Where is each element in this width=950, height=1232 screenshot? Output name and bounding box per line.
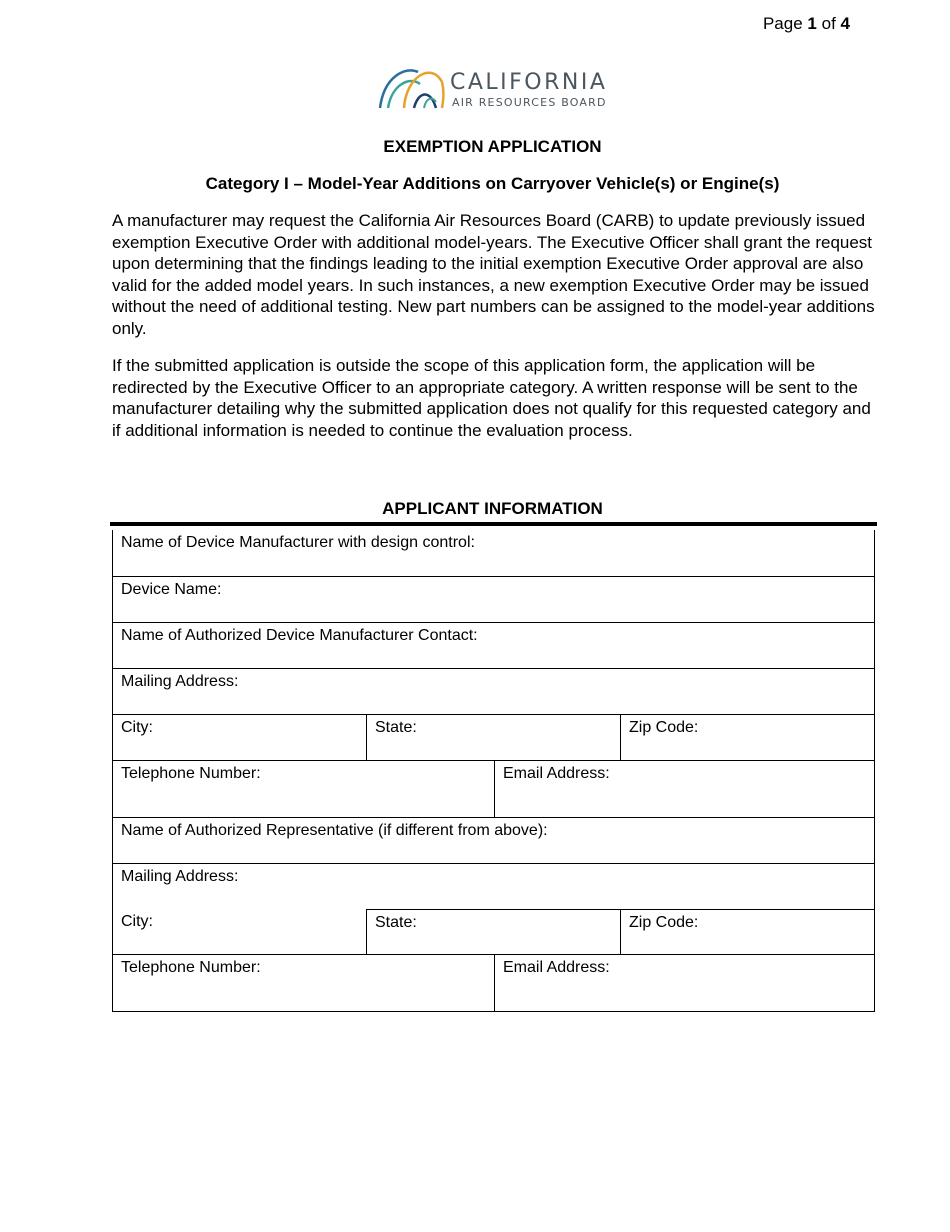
rep-state-field[interactable]: State:: [366, 909, 620, 954]
applicant-form: [110, 522, 877, 976]
page-total: 4: [840, 14, 850, 33]
rep-zip-code-field[interactable]: Zip Code:: [620, 909, 874, 954]
rep-telephone-field[interactable]: Telephone Number:: [121, 959, 261, 976]
manufacturer-field[interactable]: Name of Device Manufacturer with design control:: [121, 534, 475, 551]
page-prefix: Page: [762, 14, 803, 33]
intro-paragraph: A manufacturer may request the California Air Resources Board (CARB) to update previously issued exemption Executive Order with additional model-years. The Executive Officer shall grant the request upon determining that the findings leading to the initial exemption Executive Order approval are also valid for the added model years. In such instances, a new exemption Executive Order may be issued without the need of additional testing. New part numbers can be assigned to the model-year additions only.: [112, 211, 875, 338]
page-current: 1: [807, 14, 817, 33]
page-number: [763, 14, 850, 34]
telephone-field[interactable]: Telephone Number:: [121, 765, 261, 782]
state-field[interactable]: State:: [366, 715, 620, 760]
rep-email-field[interactable]: Email Address:: [494, 955, 874, 1011]
email-field[interactable]: Email Address:: [494, 761, 874, 817]
rep-city-field[interactable]: City:: [121, 913, 153, 930]
page-subtitle: Category I – Model-Year Additions on Carryover Vehicle(s) or Engine(s): [205, 174, 780, 193]
logo-text-california: CALIFORNIA: [450, 70, 608, 95]
logo-text-board: AIR RESOURCES BOARD: [452, 96, 607, 109]
representative-field[interactable]: Name of Authorized Representative (if different from above):: [121, 822, 548, 839]
page-of: of: [821, 14, 836, 33]
rep-mailing-address-field[interactable]: Mailing Address:: [121, 868, 239, 885]
device-name-field[interactable]: Device Name:: [121, 581, 222, 598]
manufacturer-contact-field[interactable]: Name of Authorized Device Manufacturer Contact:: [121, 627, 478, 644]
carb-logo: [374, 62, 614, 114]
zip-code-field[interactable]: Zip Code:: [620, 715, 874, 760]
applicant-form-table: [112, 530, 875, 1012]
applicant-information-heading: APPLICANT INFORMATION: [382, 499, 603, 518]
page-title: EXEMPTION APPLICATION: [383, 137, 602, 156]
scope-paragraph: If the submitted application is outside the scope of this application form, the application will be redirected by the Executive Officer to an appropriate category. A written response will be sent to the manufacturer detailing why the submitted application does not qualify for this requested category and if additional information is needed to continue the evaluation process.: [112, 356, 871, 440]
city-field[interactable]: City:: [121, 719, 153, 736]
mailing-address-field[interactable]: Mailing Address:: [121, 673, 239, 690]
carb-logo-arcs-icon: [374, 62, 450, 114]
